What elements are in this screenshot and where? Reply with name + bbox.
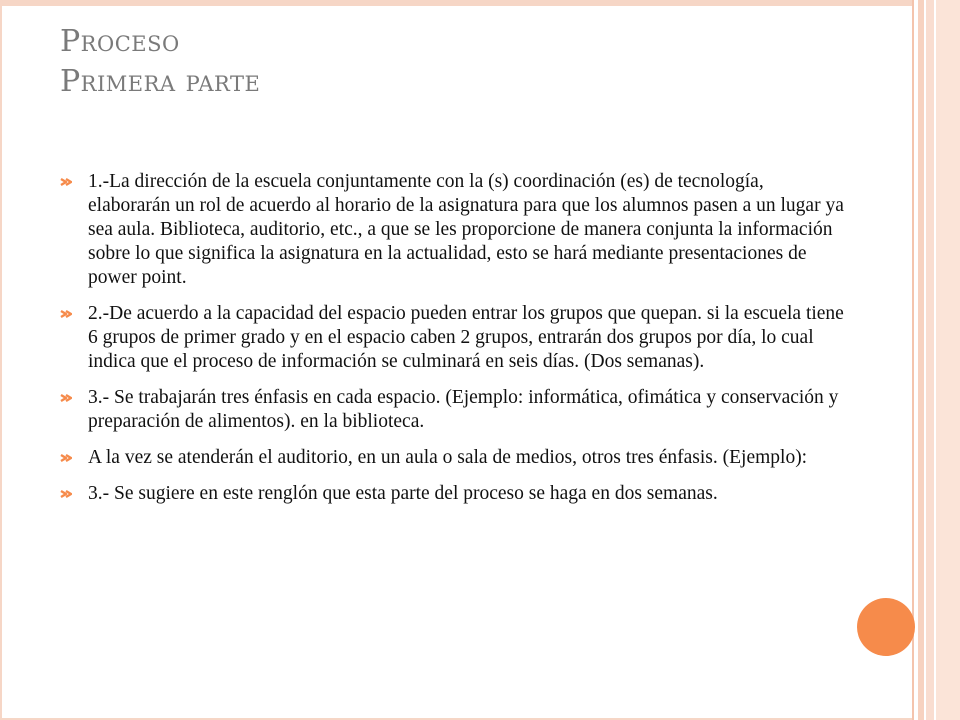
bullet-item: [60, 302, 850, 374]
bullet-text: 3.- Se trabajarán tres énfasis en cada espacio. (Ejemplo: informática, ofimática y conservación y preparación de alimentos). en la biblioteca.: [88, 387, 839, 432]
bullet-list: [60, 170, 850, 518]
bullet-item: [60, 482, 850, 506]
frame-left-border: [0, 0, 2, 720]
title-line-2: Primera parte: [60, 64, 261, 99]
decorative-circle: [857, 598, 915, 656]
bullet-icon: [60, 488, 72, 500]
bullet-text: 1.-La dirección de la escuela conjuntamente con la (s) coordinación (es) de tecnología, elaborarán un rol de acuerdo al horario de la asignatura para que los alumnos pasen a un lugar ya sea aula. Biblioteca, auditorio, etc., a que se les proporcione de manera conjunta la información sobre lo que significa la asignatura en la actualidad, esto se hará mediante presentaciones de power point.: [88, 171, 844, 288]
stripe: [936, 0, 960, 720]
stripe: [926, 0, 934, 720]
bullet-text: A la vez se atenderán el auditorio, en un aula o sala de medios, otros tres énfasis. (Ejemplo):: [88, 447, 808, 468]
bullet-item: [60, 170, 850, 290]
title-line-1: Proceso: [60, 24, 180, 59]
stripe: [918, 0, 924, 720]
bullet-text: 2.-De acuerdo a la capacidad del espacio pueden entrar los grupos que quepan. si la escuela tiene 6 grupos de primer grado y en el espacio caben 2 grupos, entrarán dos grupos por día, lo cual indica que el proceso de información se culminará en seis días. (Dos semanas).: [88, 303, 844, 372]
stripe: [912, 0, 914, 720]
right-decorative-stripes: [912, 0, 960, 720]
slide-title: [60, 22, 260, 102]
bullet-icon: [60, 176, 72, 188]
bullet-icon: [60, 308, 72, 320]
bullet-icon: [60, 452, 72, 464]
bullet-item: [60, 446, 850, 470]
bullet-item: [60, 386, 850, 434]
frame-top-border: [0, 0, 912, 6]
bullet-icon: [60, 392, 72, 404]
bullet-text: 3.- Se sugiere en este renglón que esta parte del proceso se haga en dos semanas.: [88, 483, 718, 504]
